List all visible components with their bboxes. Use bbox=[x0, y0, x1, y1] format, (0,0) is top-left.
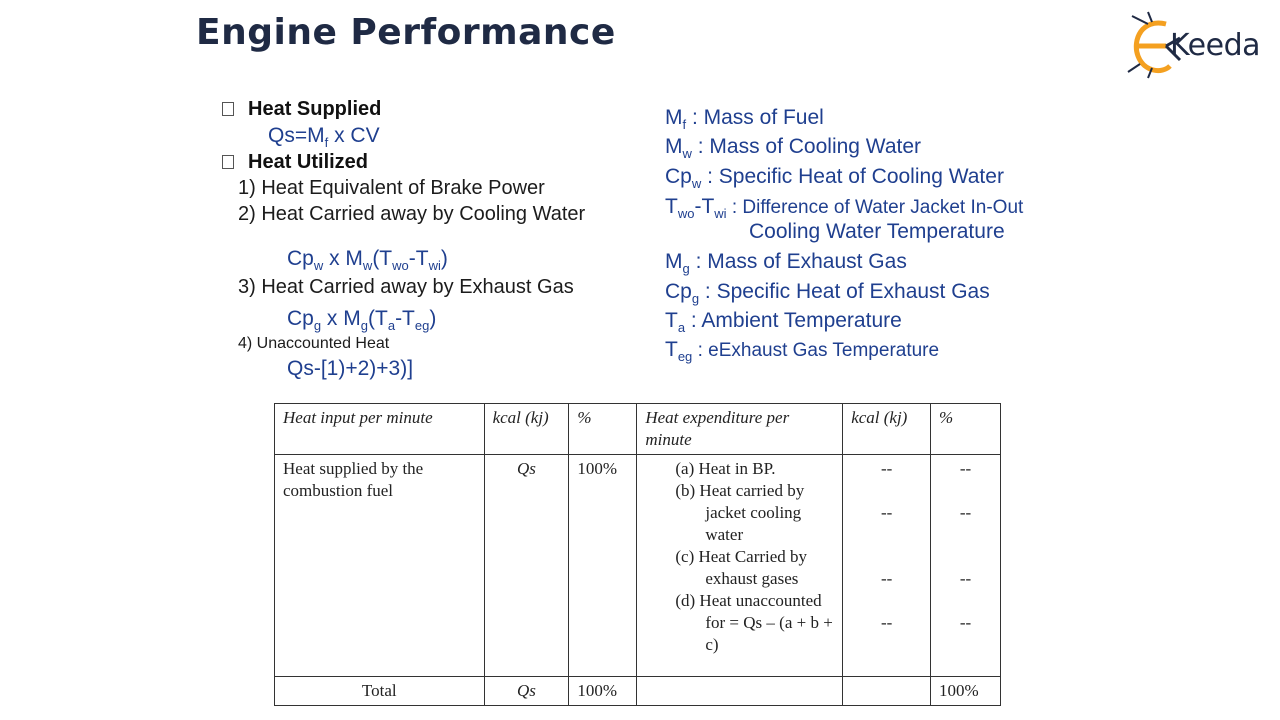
total-exp-empty-cell bbox=[637, 677, 843, 706]
expenditure-item: (d) Heat unaccounted for = Qs – (a + b + c) bbox=[675, 591, 833, 654]
unaccounted-formula: Qs-[1)+2)+3)] bbox=[287, 357, 414, 380]
definition-specific-heat-water: $Cp_w$ : Specific Heat of Cooling Water bbox=[665, 165, 1004, 191]
heat-utilized-heading: Heat Utilized bbox=[222, 151, 368, 174]
heat-balance-table bbox=[274, 403, 1001, 706]
table-header-row bbox=[275, 404, 1001, 455]
table-header: kcal (kj) bbox=[484, 404, 569, 455]
expenditure-pct-cell bbox=[931, 455, 1001, 677]
expenditure-kcal-b: -- bbox=[880, 503, 893, 522]
input-pct-cell: 100% bbox=[569, 455, 637, 677]
expenditure-item: (c) Heat Carried by exhaust gases bbox=[675, 547, 808, 588]
definition-mass-fuel: $M_f$ : Mass of Fuel bbox=[665, 106, 824, 132]
definition-exhaust-temp: $T_{eg}$ : eExhaust Gas Temperature bbox=[665, 338, 940, 364]
table-header: % bbox=[931, 404, 1001, 455]
total-exp-pct-cell: 100% bbox=[931, 677, 1001, 706]
exhaust-gas-formula: $Cp_g$ x $M_g(T_a-T_{eg})$ bbox=[287, 307, 437, 333]
checkbox-bullet-icon bbox=[222, 155, 234, 169]
total-pct-cell: 100% bbox=[569, 677, 637, 706]
expenditure-list-cell bbox=[637, 455, 843, 677]
expenditure-pct-b: -- bbox=[959, 503, 972, 522]
input-value-cell: Qs bbox=[484, 455, 569, 677]
heat-supplied-heading: Heat Supplied bbox=[222, 98, 381, 121]
item-brake-power: 1) Heat Equivalent of Brake Power bbox=[238, 177, 545, 199]
item-cooling-water: 2) Heat Carried away by Cooling Water bbox=[238, 203, 586, 225]
input-label-cell: Heat supplied by the combustion fuel bbox=[275, 455, 485, 677]
cooling-water-formula: $Cp_w$ x $M_w(T_{wo}-T_{wi})$ bbox=[287, 247, 448, 273]
page-title: Engine Performance bbox=[196, 12, 616, 53]
checkbox-bullet-icon bbox=[222, 102, 234, 116]
item-unaccounted: 4) Unaccounted Heat bbox=[238, 335, 390, 352]
definition-mass-exhaust: $M_g$ : Mass of Exhaust Gas bbox=[665, 250, 907, 276]
item-exhaust-gas: 3) Heat Carried away by Exhaust Gas bbox=[238, 276, 574, 298]
expenditure-pct-a: -- bbox=[959, 459, 972, 478]
total-value-cell: Qs bbox=[484, 677, 569, 706]
ekeeda-logo bbox=[1122, 10, 1272, 82]
expenditure-pct-d: -- bbox=[959, 613, 972, 632]
expenditure-kcal-d: -- bbox=[880, 613, 893, 632]
total-exp-kcal-cell bbox=[843, 677, 931, 706]
expenditure-kcal-a: -- bbox=[880, 459, 893, 478]
definition-temperature-difference-cont: Cooling Water Temperature bbox=[749, 220, 1005, 243]
expenditure-item: (b) Heat carried by jacket cooling water bbox=[675, 481, 805, 544]
table-header: kcal (kj) bbox=[843, 404, 931, 455]
expenditure-kcal-cell bbox=[843, 455, 931, 677]
table-header: % bbox=[569, 404, 637, 455]
expenditure-item: (a) Heat in BP. bbox=[675, 459, 776, 478]
definition-specific-heat-exhaust: $Cp_g$ : Specific Heat of Exhaust Gas bbox=[665, 280, 990, 306]
qs-formula: $Qs=M_f$ x CV bbox=[268, 124, 380, 150]
definition-temperature-difference: $T_{wo}-T_{wi}$ : Difference of Water Jacket In-Out bbox=[665, 195, 1024, 221]
table-header: Heat input per minute bbox=[275, 404, 485, 455]
logo-text: Keeda bbox=[1170, 28, 1261, 63]
table-total-row bbox=[275, 677, 1001, 706]
total-label-cell: Total bbox=[275, 677, 485, 706]
table-header: Heat expenditure per minute bbox=[637, 404, 843, 455]
definition-ambient-temp: $T_a$ : Ambient Temperature bbox=[665, 309, 902, 335]
table-row bbox=[275, 455, 1001, 677]
definition-mass-cooling-water: $M_w$ : Mass of Cooling Water bbox=[665, 135, 922, 161]
expenditure-kcal-c: -- bbox=[880, 569, 893, 588]
expenditure-pct-c: -- bbox=[959, 569, 972, 588]
